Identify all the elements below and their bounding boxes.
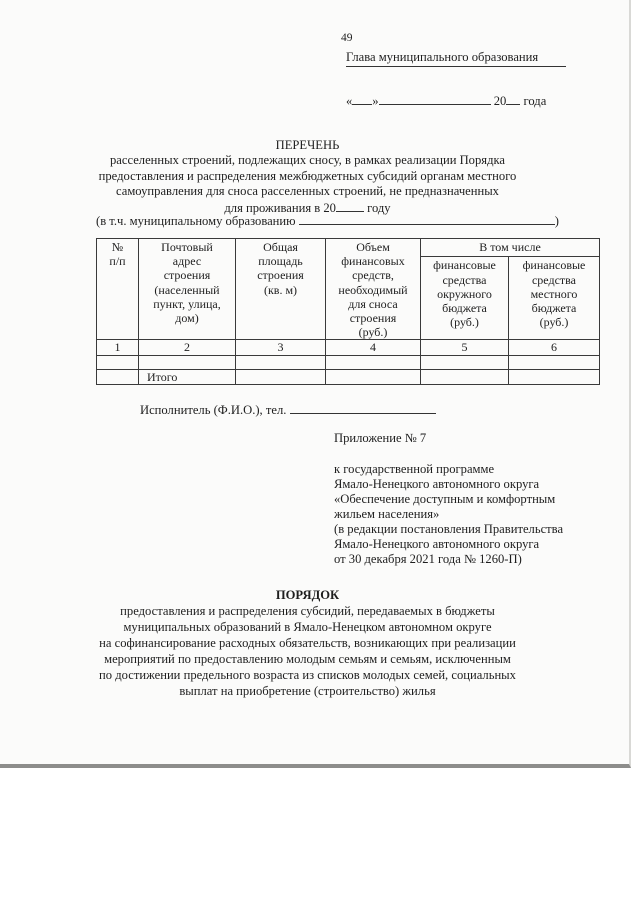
appendix-line-1: к государственной программе bbox=[334, 462, 495, 476]
procedure-line-4: мероприятий по предоставлению молодым семьям и семьям, исключенным bbox=[104, 652, 511, 666]
header-cell-number: № п/п bbox=[97, 239, 139, 340]
col-number-cell: 5 bbox=[421, 340, 509, 355]
table-cell bbox=[421, 369, 509, 384]
signature-line bbox=[346, 66, 566, 67]
list-heading: ПЕРЕЧЕНЬ bbox=[275, 138, 340, 152]
col-number-cell: 1 bbox=[97, 340, 139, 355]
table-cell bbox=[421, 355, 509, 369]
table-cell bbox=[326, 355, 421, 369]
table-cell bbox=[509, 355, 600, 369]
total-label: Итого bbox=[139, 369, 236, 384]
page-number: 49 bbox=[341, 32, 353, 44]
list-year-prefix: для проживания в 20 bbox=[224, 201, 336, 215]
table-total-row bbox=[97, 369, 600, 384]
header-cell-district-budget: финансовые средства окружного бюджета (руб.) bbox=[421, 257, 509, 340]
list-line-2: предоставления и распределения межбюджетных субсидий органам местного bbox=[98, 168, 517, 183]
date-close-quote: » bbox=[372, 94, 379, 108]
header-cell-group: В том числе bbox=[421, 239, 600, 257]
list-line-1: расселенных строений, подлежащих сносу, в рамках реализации Порядка bbox=[109, 153, 505, 167]
municipality-line bbox=[299, 212, 555, 225]
table-cell bbox=[326, 369, 421, 384]
list-line-5 bbox=[96, 212, 559, 229]
table-cell bbox=[236, 369, 326, 384]
table-cell bbox=[139, 355, 236, 369]
appendix-title: Приложение № 7 bbox=[334, 431, 427, 445]
procedure-line-1: предоставления и распределения субсидий, передаваемых в бюджеты bbox=[120, 604, 495, 618]
procedure-line-2: муниципальных образований в Ямало-Ненецком автономном округе bbox=[123, 620, 492, 634]
col-number-cell: 4 bbox=[326, 340, 421, 355]
month-line bbox=[379, 92, 491, 105]
header-cell-address: Почтовый адрес строения (населенный пункт, улица, дом) bbox=[139, 239, 236, 340]
year-prefix: 20 bbox=[493, 94, 507, 108]
table-numbering-row bbox=[97, 340, 600, 355]
procedure-line-5: по достижении предельного возраста из списков молодых семей, социальных bbox=[99, 668, 516, 682]
approval-title: Глава муниципального образования bbox=[346, 50, 539, 64]
table-header-row bbox=[97, 239, 600, 257]
appendix-line-3: «Обеспечение доступным и комфортным bbox=[334, 492, 556, 506]
procedure-line-3: на софинансирование расходных обязательств, возникающих при реализации bbox=[99, 636, 516, 650]
year-suffix: года bbox=[523, 94, 547, 108]
header-cell-local-budget: финансовые средства местного бюджета (руб.) bbox=[509, 257, 600, 340]
table-cell bbox=[97, 369, 139, 384]
procedure-heading: ПОРЯДОК bbox=[275, 588, 340, 602]
col-number-cell: 3 bbox=[236, 340, 326, 355]
list-year-suffix: году bbox=[367, 201, 391, 215]
appendix-line-4: жильем населения» bbox=[334, 507, 440, 521]
executor-line bbox=[140, 401, 436, 418]
executor-label: Исполнитель (Ф.И.О.), тел. bbox=[140, 403, 287, 417]
list-year-line bbox=[336, 199, 364, 212]
approval-date bbox=[346, 92, 546, 109]
table-row bbox=[97, 355, 600, 369]
header-cell-funds: Объем финансовых средств, необходимый для сноса строения (руб.) bbox=[326, 239, 421, 340]
col-number-cell: 6 bbox=[509, 340, 600, 355]
list-line-3: самоуправления для сноса расселенных строений, не предназначенных bbox=[116, 184, 499, 198]
municipality-prefix: (в т.ч. муниципальному образованию bbox=[96, 214, 296, 228]
date-open-quote: « bbox=[346, 94, 353, 108]
appendix-line-5: (в редакции постановления Правительства bbox=[334, 522, 564, 536]
day-line bbox=[352, 92, 372, 105]
table-cell bbox=[97, 355, 139, 369]
header-cell-area: Общая площадь строения (кв. м) bbox=[236, 239, 326, 340]
appendix-line-2: Ямало-Ненецкого автономного округа bbox=[334, 477, 540, 491]
appendix-line-7: от 30 декабря 2021 года № 1260-П) bbox=[334, 552, 522, 566]
col-number-cell: 2 bbox=[139, 340, 236, 355]
appendix-line-6: Ямало-Ненецкого автономного округа bbox=[334, 537, 540, 551]
year-line bbox=[506, 92, 520, 105]
table-cell bbox=[236, 355, 326, 369]
demolition-table bbox=[96, 238, 600, 385]
table-cell bbox=[509, 369, 600, 384]
municipality-suffix: ) bbox=[554, 214, 559, 228]
procedure-line-6: выплат на приобретение (строительство) жилья bbox=[179, 684, 436, 698]
executor-blank bbox=[290, 401, 436, 414]
